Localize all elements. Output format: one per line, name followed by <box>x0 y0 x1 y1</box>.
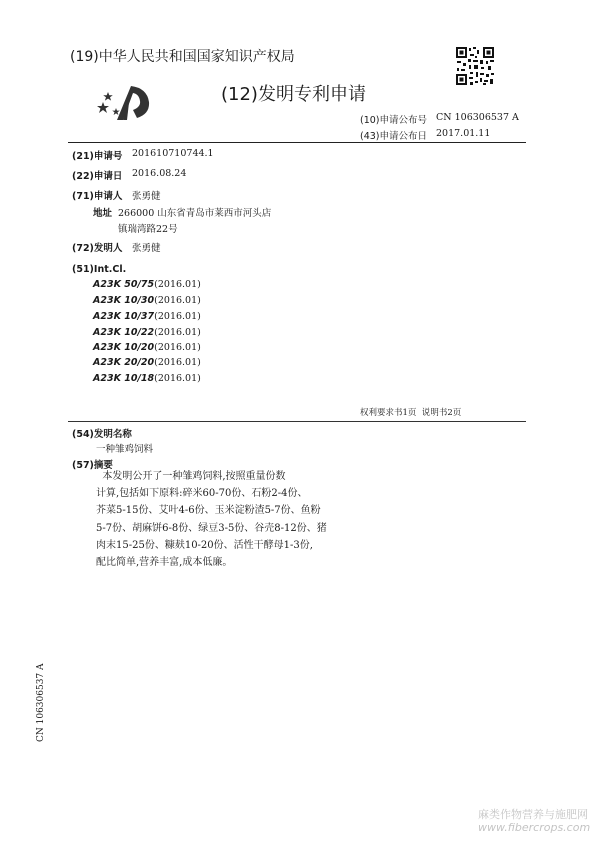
ipc-version: (2016.01) <box>154 311 201 322</box>
applicant-label: (71)申请人 <box>72 191 123 202</box>
abstract-label: (57)摘要 <box>72 460 113 471</box>
abstract-line: 芥菜5-15份、艾叶4-6份、玉米淀粉渣5-7份、鱼粉 <box>96 505 321 517</box>
ipc-version: (2016.01) <box>154 373 201 384</box>
ipc-version: (2016.01) <box>154 327 201 338</box>
ipc-version: (2016.01) <box>154 279 201 290</box>
ipc-row <box>93 311 201 322</box>
ipc-code: A23K 20/20 <box>93 357 155 368</box>
watermark-line-2: www.fibercrops.com <box>478 821 591 834</box>
abstract-text <box>96 468 327 571</box>
abstract-line: 5-7份、胡麻饼6-8份、绿豆3-5份、谷壳8-12份、猪 <box>96 522 327 534</box>
ipc-row <box>93 327 201 338</box>
address-label: 地址 <box>93 208 113 219</box>
ipc-row <box>93 373 201 384</box>
ipc-code: A23K 10/22 <box>93 327 155 338</box>
publication-number-label: (10)申请公布号 <box>360 115 428 126</box>
inventor-label: (72)发明人 <box>72 243 123 254</box>
patent-office-logo-icon <box>97 80 155 124</box>
address-line-2: 镇瑞湾路22号 <box>118 224 178 235</box>
watermark-line-1: 麻类作物营养与施肥网 <box>478 808 588 821</box>
side-publication-id: CN 106306537 A <box>36 663 46 742</box>
ipc-version: (2016.01) <box>154 295 201 306</box>
ipc-version: (2016.01) <box>154 342 201 353</box>
document-type-title: (12)发明专利申请 <box>221 84 366 105</box>
application-date-label: (22)申请日 <box>72 171 123 182</box>
application-date-value: 2016.08.24 <box>132 168 187 179</box>
invention-title-value: 一种雏鸡饲料 <box>96 444 154 455</box>
ipc-code: A23K 50/75 <box>93 279 155 290</box>
ipc-version: (2016.01) <box>154 357 201 368</box>
abstract-line: 配比简单,营养丰富,成本低廉。 <box>96 557 233 569</box>
publication-date-value: 2017.01.11 <box>436 128 491 139</box>
ipc-row <box>93 342 201 353</box>
application-number-label: (21)申请号 <box>72 151 123 162</box>
ipc-code: A23K 10/18 <box>93 373 155 384</box>
abstract-line: 计算,包括如下原料:碎米60-70份、石粉2-4份、 <box>96 488 308 500</box>
invention-title-label: (54)发明名称 <box>72 429 132 440</box>
ipc-code: A23K 10/20 <box>93 342 155 353</box>
inventor-value: 张勇健 <box>132 243 161 254</box>
qr-code-icon <box>455 46 495 86</box>
office-name: (19)中华人民共和国国家知识产权局 <box>70 49 295 65</box>
abstract-line: 肉末15-25份、糠麸10-20份、活性干酵母1-3份, <box>96 539 313 551</box>
applicant-value: 张勇健 <box>132 191 161 202</box>
section-divider <box>68 421 526 422</box>
ipc-row <box>93 357 201 368</box>
abstract-line: 本发明公开了一种雏鸡饲料,按照重量份数 <box>96 471 286 482</box>
ipc-label: (51)Int.Cl. <box>72 264 127 275</box>
ipc-code: A23K 10/37 <box>93 311 155 322</box>
ipc-code: A23K 10/30 <box>93 295 155 306</box>
page-count-note: 权利要求书1页 说明书2页 <box>360 408 462 418</box>
publication-number-value: CN 106306537 A <box>436 112 519 123</box>
publication-date-label: (43)申请公布日 <box>360 131 428 142</box>
ipc-row <box>93 279 201 290</box>
ipc-row <box>93 295 201 306</box>
watermark <box>478 808 590 834</box>
application-number-value: 201610710744.1 <box>132 148 214 159</box>
address-line-1: 266000 山东省青岛市莱西市河头店 <box>118 208 272 219</box>
header-divider <box>68 142 526 143</box>
